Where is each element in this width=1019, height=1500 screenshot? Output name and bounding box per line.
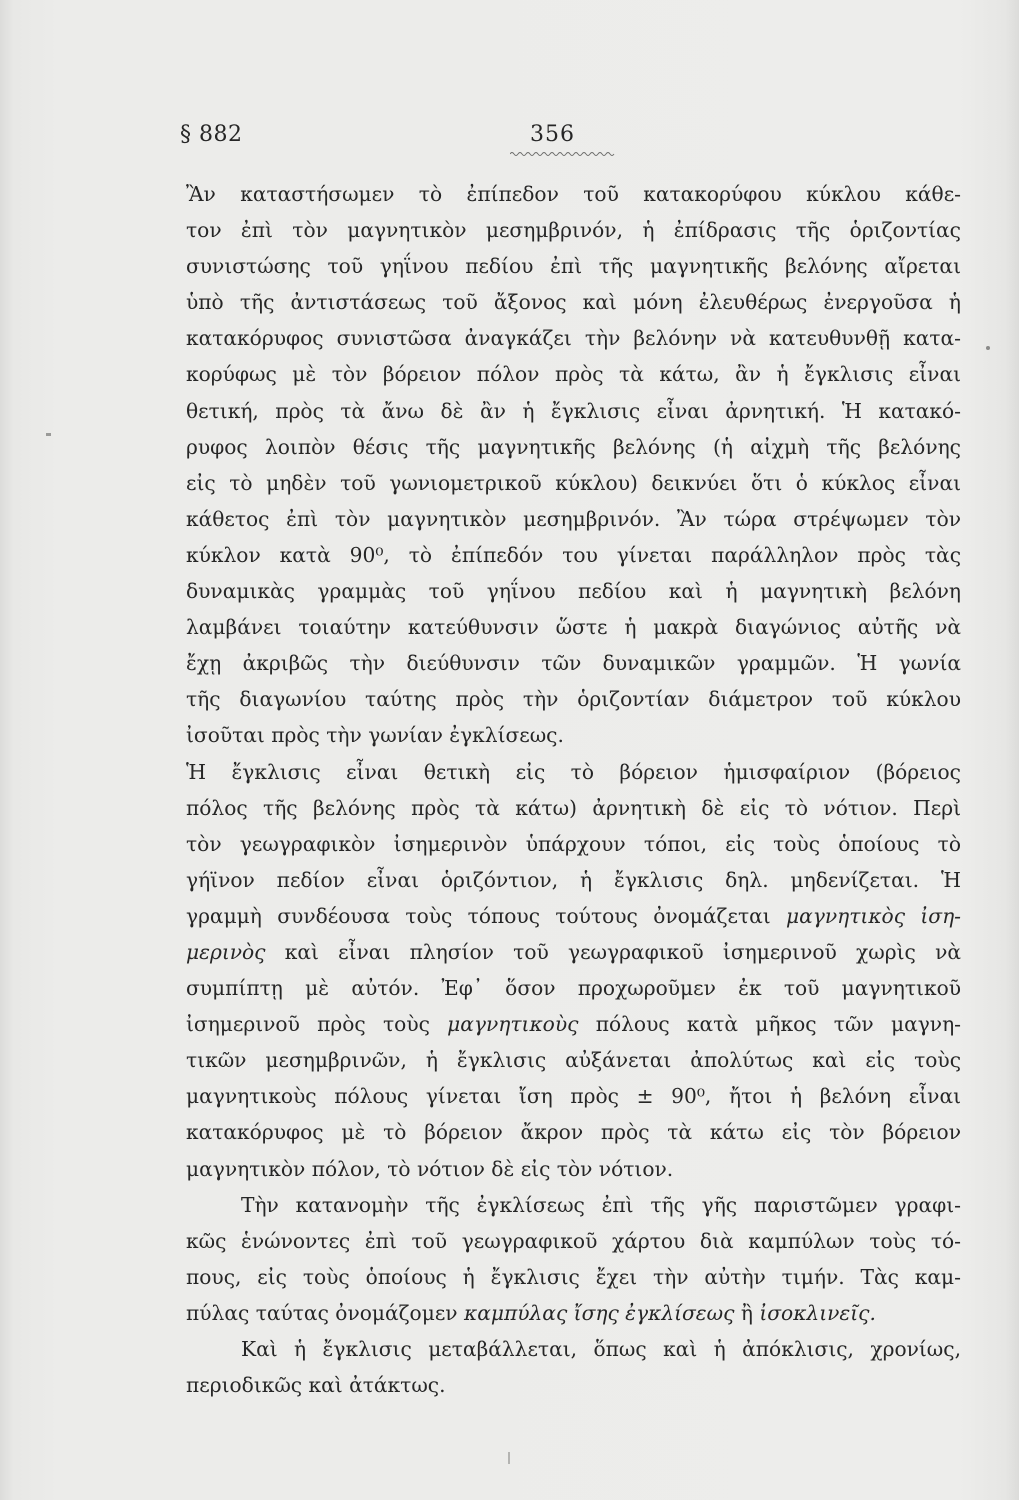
wavy-underline-ornament [510,151,616,157]
text-run: ρυφος λοιπὸν θέσις τῆς μαγνητικῆς βελόνης (ἡ αἰχμὴ τῆς βελόνης [186,434,961,459]
margin-speck [986,346,990,350]
text-run: συμπίπτῃ μὲ αὐτόν. Ἐφ᾿ ὅσον προχωροῦμεν ἐκ τοῦ μαγνητικοῦ [186,976,961,1001]
text-line [186,393,961,429]
text-run: Καὶ ἡ ἔγκλισις μεταβάλλεται, ὅπως καὶ ἡ ἀπόκλισις, χρονίως, [241,1337,961,1361]
text-line [186,1042,961,1078]
text-run: πύλας ταύτας ὀνομάζομεν [186,1300,464,1325]
text-line [186,1295,961,1331]
text-run: Ἂν καταστήσωμεν τὸ ἐπίπεδον τοῦ κατακορύφου κύκλου κάθε- [186,182,961,206]
text-run: πους, εἰς τοὺς ὁποίους ἡ ἔγκλισις ἔχει τὴν αὐτὴν τιμήν. Τὰς καμ- [186,1264,961,1289]
text-line [186,1367,961,1403]
text-run: ἔχῃ ἀκριβῶς τὴν διεύθυνσιν τῶν δυναμικῶν γραμμῶν. Ἡ γωνία [186,651,961,676]
text-line [186,898,961,934]
text-run: Τὴν κατανομὴν τῆς ἐγκλίσεως ἐπὶ τῆς γῆς παριστῶμεν γραφι- [241,1192,961,1217]
margin-speck [46,433,51,436]
text-line [186,465,961,501]
italic-term: μαγνητικὸς ἰση- [786,903,961,928]
text-line [186,862,961,898]
text-run: δυναμικὰς γραμμὰς τοῦ γηΐνου πεδίου καὶ ἡ μαγνητικὴ βελόνη [186,579,961,604]
text-line [186,429,961,465]
text-run: τῆς διαγωνίου ταύτης πρὸς τὴν ὁριζοντίαν διάμετρον τοῦ κύκλου [186,687,961,712]
text-run: τον ἐπὶ τὸν μαγνητικὸν μεσημβρινόν, ἡ ἐπίδρασις τῆς ὁριζοντίας [186,218,961,243]
text-line [186,1114,961,1150]
text-line [186,176,961,212]
text-line [186,934,961,970]
text-run: θετική, πρὸς τὰ ἄνω δὲ ἂν ἡ ἔγκλισις εἶναι ἀρνητική. Ἡ κατακό- [186,398,961,423]
text-run: κατακόρυφος μὲ τὸ βόρειον ἄκρον πρὸς τὰ κάτω εἰς τὸν βόρειον [186,1120,961,1145]
text-line [186,212,961,248]
text-run: πόλους κατὰ μῆκος τῶν μαγνη- [578,1012,961,1037]
text-run: κατακόρυφος συνιστῶσα ἀναγκάζει τὴν βελόνην νὰ κατευθυνθῇ κατα- [186,326,961,351]
text-line [186,1151,961,1187]
text-line [186,1331,961,1367]
bottom-speck [508,1452,510,1464]
text-line [186,1078,961,1114]
text-line [186,754,961,790]
text-run: κάθετος ἐπὶ τὸν μαγνητικὸν μεσημβρινόν. Ἂν τώρα στρέψωμεν τὸν [186,506,961,531]
text-run: καὶ εἶναι πλησίον τοῦ γεωγραφικοῦ ἰσημερινοῦ χωρὶς νὰ [265,939,961,964]
text-run: πόλος τῆς βελόνης πρὸς τὰ κάτω) ἀρνητικὴ δὲ εἰς τὸ νότιον. Περὶ [186,795,961,820]
text-run: ἰσημερινοῦ πρὸς τοὺς [186,1012,448,1037]
text-line [186,1223,961,1259]
text-line [186,248,961,284]
text-run: γήϊνον πεδίον εἶναι ὁριζόντιον, ἡ ἔγκλισις δηλ. μηδενίζεται. Ἡ [186,867,961,892]
text-run: μαγνητικοὺς πόλους γίνεται ἴση πρὸς ± 90⁰, ἤτοι ἡ βελόνη εἶναι [186,1084,961,1109]
italic-term: καμπύλας ἴσης ἐγκλίσεως [463,1300,735,1325]
text-line [186,1259,961,1295]
text-run: τὸν γεωγραφικὸν ἰσημερινὸν ὑπάρχουν τόποι, εἰς τοὺς ὁποίους τὸ [186,831,961,856]
text-line [186,826,961,862]
text-run: κορύφως μὲ τὸν βόρειον πόλον πρὸς τὰ κάτω, ἂν ἡ ἔγκλισις εἶναι [186,362,961,387]
text-line [186,501,961,537]
text-line [186,681,961,717]
text-run: εἰς τὸ μηδὲν τοῦ γωνιομετρικοῦ κύκλου) δεικνύει ὅτι ὁ κύκλος εἶναι [186,470,961,495]
text-line [186,356,961,392]
page-header [0,122,1019,162]
text-line [186,1187,961,1223]
page-number: 356 [530,122,575,147]
text-run: Ἡ ἔγκλισις εἶναι θετικὴ εἰς τὸ βόρειον ἡμισφαίριον (βόρειος [186,759,961,784]
text-line [186,645,961,681]
text-run: κύκλον κατὰ 90⁰, τὸ ἐπίπεδόν του γίνεται παράλληλον πρὸς τὰς [186,542,961,567]
text-line [186,609,961,645]
section-number: § 882 [180,122,243,147]
text-line [186,537,961,573]
text-run: τικῶν μεσημβρινῶν, ἡ ἔγκλισις αὐξάνεται ἀπολύτως καὶ εἰς τοὺς [186,1048,961,1073]
text-line [186,970,961,1006]
italic-term: ἰσοκλινεῖς. [759,1300,876,1325]
text-line [186,790,961,826]
text-run: ὑπὸ τῆς ἀντιστάσεως τοῦ ἄξονος καὶ μόνη ἐλευθέρως ἐνεργοῦσα ἡ [186,290,961,315]
text-run: κῶς ἑνώνοντες ἐπὶ τοῦ γεωγραφικοῦ χάρτου διὰ καμπύλων τοὺς τό- [186,1228,961,1253]
text-run: ἢ [734,1300,760,1325]
italic-term: μερινὸς [186,939,266,964]
italic-term: μαγνητικοὺς [447,1012,579,1037]
text-run: λαμβάνει τοιαύτην κατεύθυνσιν ὥστε ἡ μακρὰ διαγώνιος αὐτῆς νὰ [186,615,961,640]
text-line [186,573,961,609]
text-run: περιοδικῶς καὶ ἀτάκτως. [186,1373,446,1398]
text-line [186,284,961,320]
body-text [186,176,961,1403]
text-line [186,320,961,356]
text-run: μαγνητικὸν πόλον, τὸ νότιον δὲ εἰς τὸν νότιον. [186,1156,674,1181]
text-line [186,717,961,753]
text-line [186,1006,961,1042]
text-run: συνιστώσης τοῦ γηΐνου πεδίου ἐπὶ τῆς μαγνητικῆς βελόνης αἴρεται [186,254,961,279]
text-run: γραμμὴ συνδέουσα τοὺς τόπους τούτους ὀνομάζεται [186,903,787,928]
text-run: ἰσοῦται πρὸς τὴν γωνίαν ἐγκλίσεως. [186,723,564,748]
